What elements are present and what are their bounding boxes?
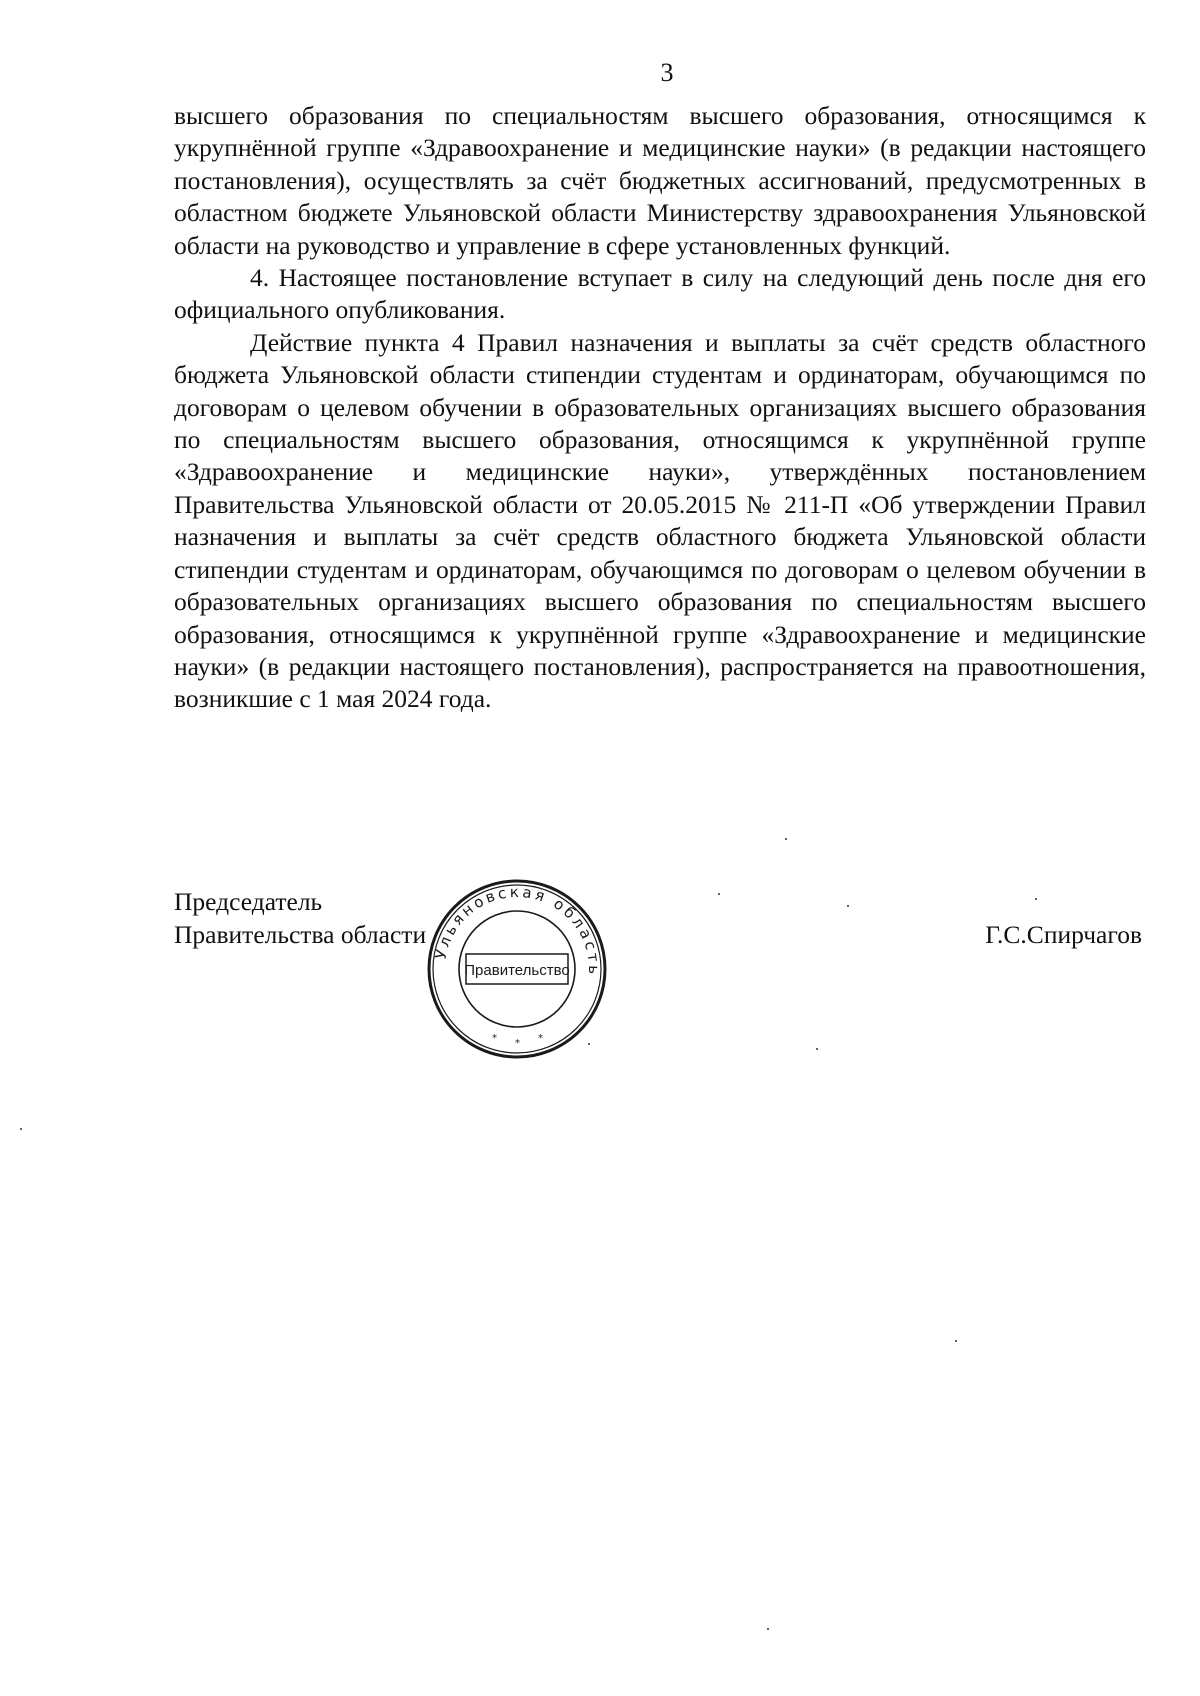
paragraph-item-4: 4. Настоящее постановление вступает в силу на следующий день после дня его официального опубликования. [174,263,1146,325]
scan-speck [718,893,720,895]
svg-text:*: * [538,1033,543,1044]
scan-speck [20,1128,22,1130]
scan-speck [847,905,849,907]
scan-speck [785,838,787,840]
page-number: 3 [660,58,674,87]
scan-speck [767,1628,769,1630]
svg-text:*: * [492,1033,497,1044]
signatory-position-line-2: Правительства области [174,920,427,949]
scan-speck [1035,898,1037,900]
paragraph-continuation: высшего образования по специальностям высшего образования, относящимся к укрупнённой группе «Здравоохранение и медицинские науки» (в редакции настоящего постановления), осуществлять за счёт бюджетных ассигнований, предусмотренных в областном бюджете Ульяновской области Министерству здравоохранения Ульяновской области на руководство и управление в сфере установленных функций. [174,101,1146,260]
scan-speck [816,1048,818,1050]
official-seal [422,874,612,1064]
svg-text:Ульяновская область: Ульяновская область [431,882,604,978]
document-body [174,100,1146,716]
signatory-name: Г.С.Спирчагов [985,920,1142,949]
scan-speck [955,1340,957,1342]
paragraph-effect-clause: Действие пункта 4 Правил назначения и выплаты за счёт средств областного бюджета Ульяновской области стипендии студентам и ординаторам, обучающимся по договорам о целевом обучении в образовательных организациях высшего образования по специальностям высшего образования, относящимся к укрупнённой группе «Здравоохранение и медицинские науки», утверждённых постановлением Правительства Ульяновской области от 20.05.2015 № 211-П «Об утверждении Правил назначения и выплаты за счёт средств областного бюджета Ульяновской области стипендии студентам и ординаторам, обучающимся по договорам о целевом обучении в образовательных организациях высшего образования по специальностям высшего образования, относящимся к укрупнённой группе «Здравоохранение и медицинские науки» (в редакции настоящего постановления), распространяется на правоотношения, возникшие с 1 мая 2024 года. [174,327,1146,714]
scan-speck [588,1043,590,1045]
svg-text:*: * [515,1038,520,1049]
signatory-position [174,885,426,951]
svg-text:Правительство: Правительство [464,962,570,979]
signatory-position-line-1: Председатель [174,887,323,916]
